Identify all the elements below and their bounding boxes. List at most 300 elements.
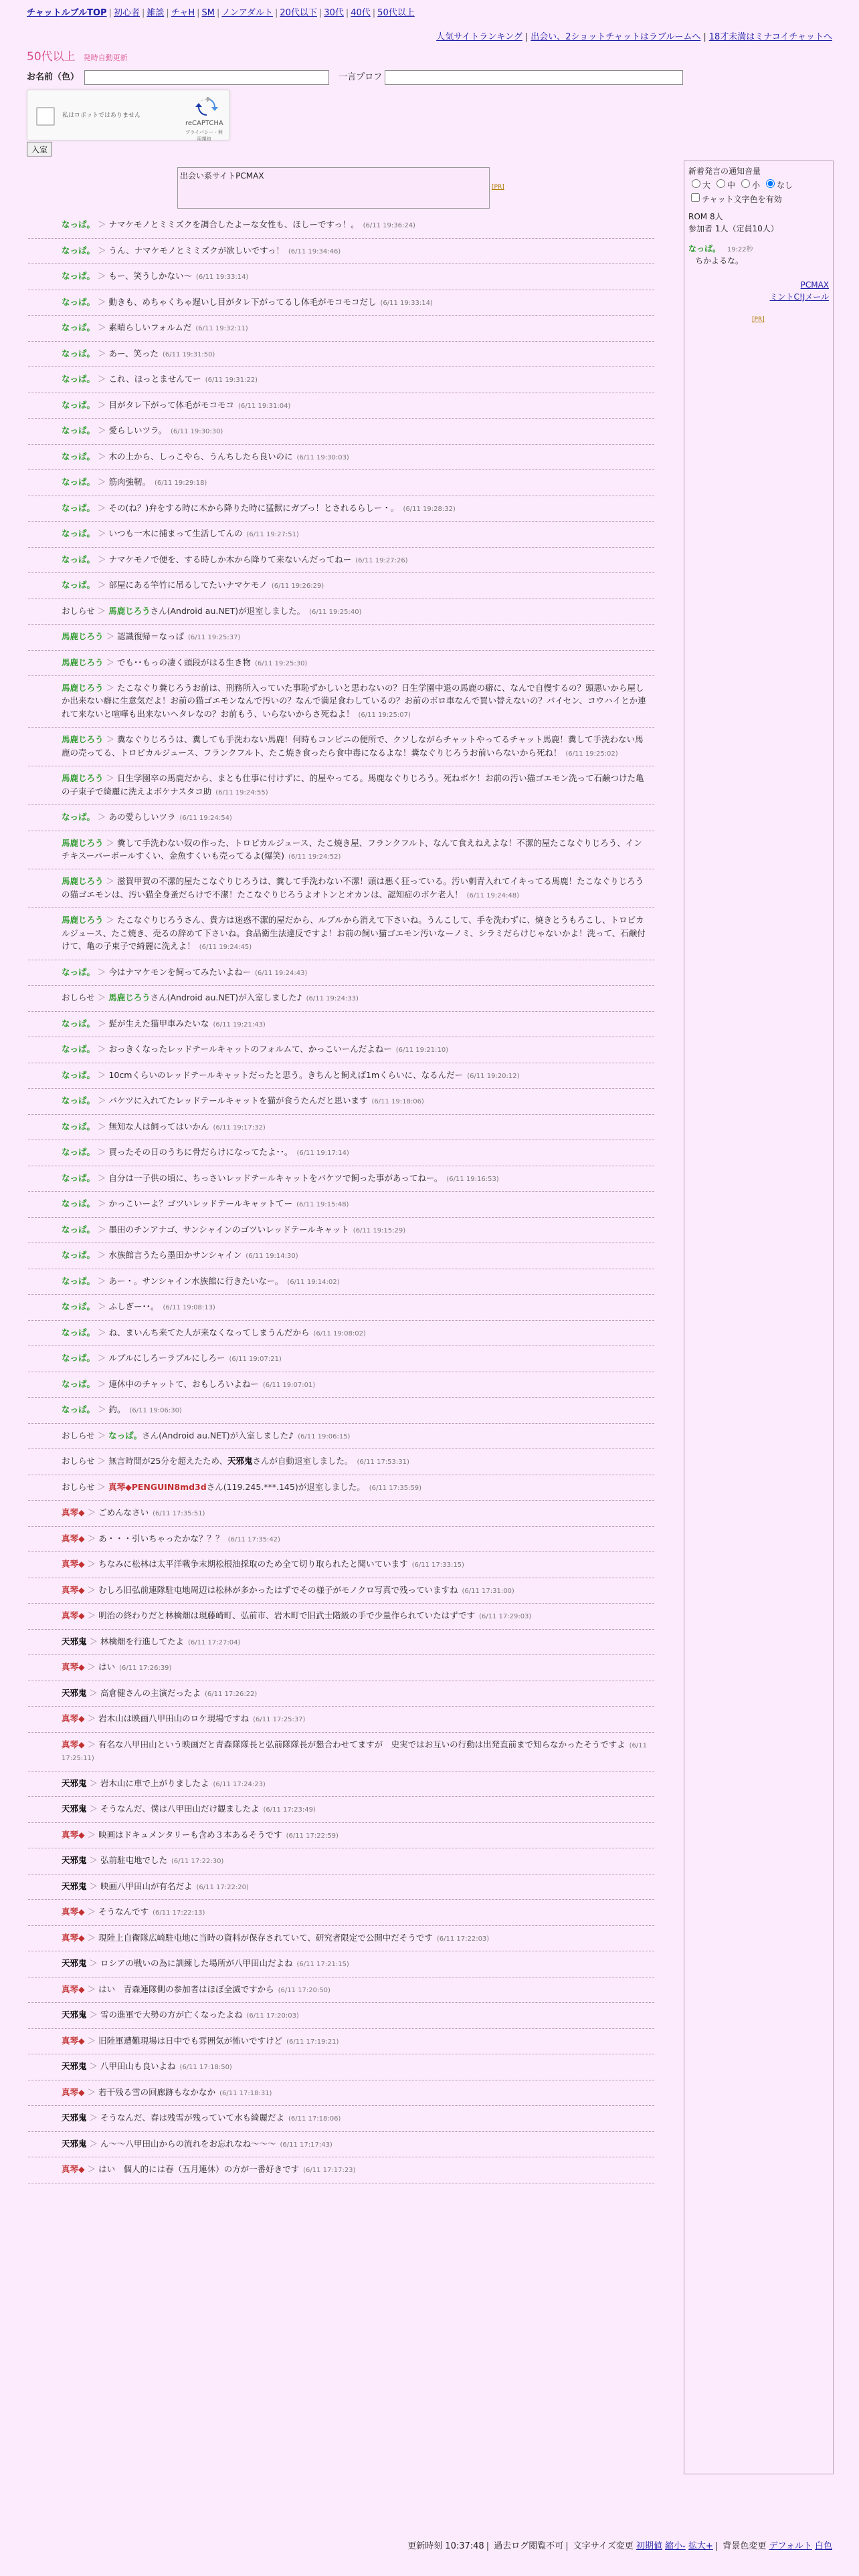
arrow-icon: ＞ bbox=[95, 966, 109, 977]
arrow-icon: ＞ bbox=[95, 1353, 109, 1363]
enter-button[interactable]: 入室 bbox=[27, 142, 52, 156]
chat-message bbox=[28, 831, 654, 870]
message-text: 目がタレ下がって体毛がモコモコ bbox=[108, 399, 234, 410]
speaker-name[interactable]: なっぱ。 bbox=[62, 1172, 96, 1183]
chat-message bbox=[28, 419, 654, 445]
speaker-name[interactable]: なっぱ。 bbox=[62, 1327, 96, 1337]
top-link-separator: | bbox=[524, 32, 529, 42]
arrow-icon: ＞ bbox=[84, 1610, 99, 1620]
volume-radio[interactable] bbox=[692, 179, 700, 188]
message-time: (6/11 19:17:32) bbox=[213, 1123, 266, 1132]
entry-form bbox=[27, 70, 683, 85]
nav-link[interactable]: SM bbox=[201, 8, 215, 18]
arrow-icon: ＞ bbox=[86, 1778, 100, 1788]
chat-message bbox=[28, 1848, 654, 1874]
arrow-icon: ＞ bbox=[84, 2035, 99, 2046]
message-time: (6/11 19:36:24) bbox=[363, 222, 415, 229]
nav-separator: | bbox=[197, 8, 200, 18]
speaker-name[interactable]: なっぱ。 bbox=[62, 1095, 96, 1105]
pr-link[interactable]: [PR] bbox=[492, 184, 504, 191]
message-text: ルブルにしろーラブルにしろー bbox=[108, 1353, 225, 1363]
speaker-name[interactable]: 馬鹿じろう bbox=[62, 734, 104, 745]
top-link[interactable]: 出会い、2ショットチャットはラブルームへ bbox=[531, 32, 701, 42]
arrow-icon: ＞ bbox=[95, 399, 109, 410]
message-text: あ・・・引いちゃったかな？？？ bbox=[98, 1533, 224, 1543]
speaker-name[interactable]: 真琴◆ bbox=[62, 1983, 85, 1994]
chat-message bbox=[28, 805, 654, 831]
speaker-name[interactable]: 馬鹿じろう bbox=[62, 876, 104, 887]
arrow-icon: ＞ bbox=[94, 605, 109, 616]
message-text: かっこいーよ？ゴツいレッドテールキャットてー bbox=[108, 1198, 293, 1208]
message-time: (6/11 17:25:37) bbox=[253, 1716, 306, 1723]
speaker-name[interactable]: 天邪鬼 bbox=[62, 1687, 87, 1698]
arrow-icon: ＞ bbox=[95, 1327, 109, 1337]
chat-message bbox=[28, 869, 654, 908]
system-notice bbox=[28, 1475, 654, 1501]
message-text: 髭が生えた猫甲車みたいな bbox=[108, 1018, 209, 1029]
recaptcha-text: 私はロボットではありません bbox=[62, 112, 141, 119]
speaker-name[interactable]: 天邪鬼 bbox=[62, 2113, 87, 2123]
notice-prefix: おしらせ bbox=[62, 1456, 95, 1466]
arrow-icon: ＞ bbox=[103, 683, 117, 693]
speaker-name[interactable]: 真琴◆ bbox=[62, 1713, 85, 1723]
message-time: (6/11 19:20:12) bbox=[467, 1072, 520, 1080]
speaker-name[interactable]: 真琴◆ bbox=[62, 1559, 85, 1569]
chat-message bbox=[28, 2080, 654, 2107]
arrow-icon: ＞ bbox=[103, 876, 117, 887]
recaptcha-terms: プライバシー - 利用規約 bbox=[185, 130, 223, 142]
volume-option[interactable] bbox=[688, 181, 710, 190]
sidebar-link-pcmax[interactable]: PCMAX bbox=[800, 280, 829, 290]
name-input[interactable] bbox=[84, 70, 329, 85]
nav-separator: | bbox=[217, 8, 220, 18]
chat-message bbox=[28, 2157, 654, 2183]
member-count: 参加者 1人（定員10人） bbox=[688, 224, 779, 233]
chat-message bbox=[28, 1655, 654, 1681]
chat-message bbox=[28, 1823, 654, 1849]
color-checkbox[interactable] bbox=[691, 193, 700, 202]
message-time: (6/11 17:22:59) bbox=[286, 1832, 339, 1840]
speaker-name[interactable]: なっぱ。 bbox=[62, 1044, 96, 1054]
message-time: (6/11 17:27:04) bbox=[187, 1638, 241, 1646]
speaker-name[interactable]: なっぱ。 bbox=[62, 348, 96, 358]
chat-message bbox=[28, 1707, 654, 1733]
message-text: 明治の終わりだと林檎畑は現藤崎町、弘前市、岩木町で旧武士階級の手で少量作られていたはずです bbox=[98, 1610, 475, 1620]
message-text: 林檎畑を行進してたよ bbox=[100, 1636, 184, 1646]
arrow-icon: ＞ bbox=[95, 1224, 109, 1235]
message-time: (6/11 17:20:03) bbox=[246, 2012, 299, 2020]
speaker-name[interactable]: 真琴◆ bbox=[62, 2086, 85, 2097]
message-time: (6/11 17:23:49) bbox=[263, 1806, 316, 1814]
arrow-icon: ＞ bbox=[95, 374, 109, 384]
message-time: (6/11 19:14:30) bbox=[246, 1253, 298, 1260]
speaker-name[interactable]: 天邪鬼 bbox=[62, 1636, 87, 1646]
nav-separator: | bbox=[141, 8, 145, 18]
message-time: (6/11 19:25:37) bbox=[187, 634, 241, 641]
arrow-icon: ＞ bbox=[84, 1584, 99, 1595]
speaker-name[interactable]: なっぱ。 bbox=[62, 1404, 96, 1414]
message-time: (6/11 17:17:43) bbox=[280, 2141, 332, 2149]
profile-label: 一言プロフ bbox=[339, 72, 383, 82]
nav-link[interactable]: 初心者 bbox=[113, 8, 140, 18]
message-time: (6/11 19:15:48) bbox=[296, 1201, 349, 1208]
speaker-name[interactable]: 真琴◆ bbox=[62, 1610, 85, 1620]
message-text: 滋賀甲賀の不潔的屋たこなぐりじろうは、糞して手洗わない不潔！頭は悪く狂っている。汚い刺青入れてイキってる馬鹿！たこなぐりじろうの猫ゴエモンは、汚い猫全身蚤だらけで不潔！たこなぐりじろうよオトンとオカンは、認知症のボケ老人！ bbox=[62, 876, 644, 899]
arrow-icon: ＞ bbox=[95, 451, 109, 461]
speaker-name[interactable]: 真琴◆ bbox=[62, 1662, 85, 1672]
chat-message bbox=[28, 1772, 654, 1798]
volume-option[interactable] bbox=[713, 181, 735, 190]
message-text: そうなんだ、春は残雪が残っていて水も綺麗だよ bbox=[100, 2113, 284, 2123]
arrow-icon: ＞ bbox=[94, 1430, 109, 1440]
speaker-name[interactable]: 真琴◆ bbox=[62, 2035, 85, 2046]
message-time: (6/11 17:33:15) bbox=[411, 1562, 464, 1569]
font-size-larger-link[interactable]: 拡大+ bbox=[688, 2541, 713, 2551]
profile-input[interactable] bbox=[385, 70, 683, 85]
message-time: (6/11 17:25:11) bbox=[62, 1741, 647, 1762]
nav-separator: | bbox=[274, 8, 278, 18]
speaker-name: 馬鹿じろう bbox=[108, 992, 151, 1002]
message-text: これ、ほっとませんてー bbox=[108, 374, 201, 384]
speaker-name[interactable]: なっぱ。 bbox=[62, 399, 96, 410]
arrow-icon: ＞ bbox=[86, 1855, 100, 1865]
nav-link[interactable]: 雑談 bbox=[147, 8, 165, 18]
arrow-icon: ＞ bbox=[95, 812, 109, 822]
message-time: (6/11 19:26:29) bbox=[271, 582, 324, 590]
chat-message bbox=[28, 573, 654, 599]
message-time: (6/11 19:14:02) bbox=[287, 1278, 340, 1286]
message-time: (6/11 19:06:30) bbox=[129, 1407, 182, 1414]
nav-separator: | bbox=[166, 8, 169, 18]
chat-message bbox=[28, 1501, 654, 1527]
bg-default-link[interactable]: デフォルト bbox=[769, 2541, 812, 2551]
message-text: 日生学園卒の馬鹿だから、まとも仕事に付けずに、的屋やってる。馬鹿なぐりじろう。死ねボケ！お前の汚い猫ゴエモン洗って石鹸つけた亀の子束子で綺麗に洗えよボケナスタコ助 bbox=[62, 773, 644, 796]
arrow-icon: ＞ bbox=[84, 1533, 99, 1543]
chat-message bbox=[28, 496, 654, 522]
message-time: (6/11 17:53:31) bbox=[357, 1459, 409, 1466]
top-link[interactable]: 18才未満はミナコイチャットへ bbox=[708, 32, 832, 42]
volume-option[interactable] bbox=[738, 181, 760, 190]
speaker-name[interactable]: なっぱ。 bbox=[62, 528, 96, 538]
speaker-name[interactable]: 天邪鬼 bbox=[62, 1804, 87, 1814]
speaker-name[interactable]: なっぱ。 bbox=[62, 296, 96, 307]
message-time: (6/11 19:31:04) bbox=[237, 402, 291, 410]
arrow-icon: ＞ bbox=[95, 1095, 109, 1105]
message-text: ん〜〜八甲田山からの流れをお忘れなね〜〜〜 bbox=[100, 2138, 276, 2149]
chat-message bbox=[28, 1346, 654, 1372]
chat-message bbox=[28, 2054, 654, 2080]
message-time: (6/11 17:17:23) bbox=[303, 2167, 356, 2174]
speaker-name[interactable]: 馬鹿じろう bbox=[62, 683, 104, 693]
chat-message bbox=[28, 1874, 654, 1901]
speaker-name[interactable]: なっぱ。 bbox=[62, 271, 96, 281]
room-title bbox=[27, 47, 128, 64]
speaker-name[interactable]: 天邪鬼 bbox=[62, 2138, 87, 2149]
message-time: (6/11 19:31:50) bbox=[162, 350, 215, 358]
nav-link[interactable]: 50代以上 bbox=[377, 8, 415, 18]
arrow-icon: ＞ bbox=[95, 322, 109, 332]
message-text: たこなぐりじろうさん、貴方は迷惑不潔的屋だから、ルブルから消えて下さいね。うんこして、手を洗わずに、焼きとうもろこし、トロピカルジュース、たこ焼き、売るの辞めて下さいね。食品衛生法違反ですよ！お前の飼い猫ゴエモン汚いなーノミ、シラミだらけじゃないかよ！洗って、石鹸付けて、亀の子束子で綺麗に洗えよ！ bbox=[62, 915, 646, 951]
speaker-name[interactable]: なっぱ。 bbox=[62, 1250, 96, 1260]
chat-message bbox=[28, 908, 654, 960]
message-time: (6/11 17:26:22) bbox=[204, 1690, 258, 1698]
speaker-name[interactable]: 馬鹿じろう bbox=[62, 837, 104, 848]
chat-message bbox=[28, 1926, 654, 1952]
recaptcha-checkbox[interactable] bbox=[36, 107, 55, 126]
speaker-name[interactable]: 真琴◆ bbox=[62, 1739, 85, 1749]
message-time: (6/11 17:35:59) bbox=[369, 1484, 422, 1492]
nav-link[interactable]: ノンアダルト bbox=[221, 8, 273, 18]
speaker-name[interactable]: なっぱ。 bbox=[62, 1275, 96, 1286]
message-text: もー、笑うしかない～ bbox=[108, 271, 192, 281]
nav-link[interactable]: 40代 bbox=[351, 8, 371, 18]
arrow-icon: ＞ bbox=[95, 348, 109, 358]
arrow-icon: ＞ bbox=[84, 1507, 99, 1517]
arrow-icon: ＞ bbox=[84, 1983, 99, 1994]
nav-separator: | bbox=[372, 8, 376, 18]
message-time: (6/11 19:27:26) bbox=[355, 556, 408, 564]
message-text: 今はナマケモンを飼ってみたいよねー bbox=[108, 966, 251, 977]
message-time: (6/11 19:24:45) bbox=[199, 944, 252, 951]
speaker-name[interactable]: なっぱ。 bbox=[62, 1353, 96, 1363]
speaker-name[interactable]: なっぱ。 bbox=[62, 1121, 96, 1132]
message-time: (6/11 19:24:52) bbox=[288, 853, 341, 861]
volume-option[interactable] bbox=[763, 181, 793, 190]
nav-link[interactable]: チャットルブルTOP bbox=[27, 8, 107, 18]
top-link[interactable]: 人気サイトランキング bbox=[436, 32, 522, 42]
speaker-name[interactable]: なっぱ。 bbox=[62, 1018, 96, 1029]
arrow-icon: ＞ bbox=[95, 245, 109, 255]
speaker-name: 天邪鬼 bbox=[227, 1456, 253, 1466]
speaker-name[interactable]: なっぱ。 bbox=[62, 1069, 96, 1080]
arrow-icon: ＞ bbox=[86, 1881, 100, 1891]
notice-text: さん(Android au.NET)が入室しました♪ bbox=[142, 1430, 294, 1440]
message-text: 弘前駐屯地でした bbox=[100, 1855, 167, 1865]
chat-message bbox=[28, 393, 654, 419]
arrow-icon: ＞ bbox=[95, 1121, 109, 1132]
chat-message bbox=[28, 213, 654, 239]
speaker-name[interactable]: 真琴◆ bbox=[62, 1829, 85, 1840]
message-time: (6/11 17:24:23) bbox=[213, 1780, 266, 1788]
speaker-name[interactable]: 天邪鬼 bbox=[62, 1958, 87, 1968]
notice-prefix: おしらせ bbox=[62, 992, 95, 1002]
top-links bbox=[436, 29, 832, 42]
speaker-name[interactable]: なっぱ。 bbox=[62, 1378, 96, 1389]
speaker-name[interactable]: なっぱ。 bbox=[62, 219, 96, 229]
chat-message bbox=[28, 1166, 654, 1192]
message-text: たこなぐり糞じろうお前は、刑務所入っていた事恥ずかしいと思わないの？日生学園中退の馬鹿の癖に、なんで自慢するの？頭悪いから屋しか出来ない癖に生意気だよ！お前の猫ゴエモンなんで汚いの？なんで満足食わしているの？お前のボロ車なんで買い替えないの？バイセン、コウハイとか連れて来ないと喧嘩も出来ないヘタレなの？お前もう、いらないからさ死ねよ！ bbox=[62, 683, 646, 719]
footer: 更新時刻 10:37:48 | 過去ログ閲覧不可 | 文字サイズ変更 初期値 縮小- 拡大+ | 背景色変更 デフォルト 白色 bbox=[407, 2541, 832, 2551]
arrow-icon: ＞ bbox=[95, 1018, 109, 1029]
nav-separator: | bbox=[345, 8, 349, 18]
message-time: (6/11 19:07:01) bbox=[262, 1381, 316, 1389]
message-text: 水族館言うたら墨田かサンシャイン bbox=[108, 1250, 242, 1260]
message-text: 映画はドキュメンタリーも含め３本あるそうです bbox=[98, 1829, 282, 1840]
message-text: 動きも、めちゃくちゃ遅いし目がタレ下がってるし体毛がモコモコだし bbox=[108, 296, 377, 307]
message-text: 高倉健さんの主演だったよ bbox=[100, 1687, 201, 1698]
message-time: (6/11 17:22:03) bbox=[436, 1935, 490, 1943]
chat-message bbox=[28, 1733, 654, 1772]
message-time: (6/11 17:29:03) bbox=[478, 1613, 532, 1620]
message-time: (6/11 17:31:00) bbox=[462, 1587, 514, 1595]
message-time: (6/11 17:35:42) bbox=[227, 1535, 280, 1543]
message-text: 有名な八甲田山という映画だと青森隊隊長と弘前隊隊長が懇合わせてますが 史実ではお互いの行動は出発直前まで知らなかったそうですよ bbox=[98, 1739, 626, 1749]
speaker-name[interactable]: 真琴◆ bbox=[62, 1932, 85, 1943]
message-text: 岩木山に車で上がりましたよ bbox=[100, 1778, 209, 1788]
message-text: 10cmくらいのレッドテールキャットだったと思う。きちんと飼えば1mくらいに、なるんだー bbox=[108, 1069, 464, 1080]
arrow-icon: ＞ bbox=[95, 425, 109, 435]
speaker-name[interactable]: 真琴◆ bbox=[62, 1507, 85, 1517]
auto-refresh-note: 発時自動更新 bbox=[83, 53, 128, 62]
system-notice bbox=[28, 986, 654, 1012]
speaker-name[interactable]: 馬鹿じろう bbox=[62, 657, 104, 667]
arrow-icon: ＞ bbox=[86, 2010, 100, 2020]
speaker-name[interactable]: なっぱ。 bbox=[62, 502, 96, 513]
nav-separator: | bbox=[318, 8, 322, 18]
message-text: 旧陸軍遭難現場は日中でも雰囲気が怖いですけど bbox=[98, 2035, 283, 2046]
message-text: むしろ旧弘前連隊駐屯地周辺は松林が多かったはずでその様子がモノクロ写真で残っていますね bbox=[98, 1584, 458, 1595]
message-text: 墨田のチンアナゴ、サンシャインのゴツいレッドテールキャット bbox=[108, 1224, 349, 1235]
font-size-default-link[interactable]: 初期値 bbox=[636, 2541, 662, 2551]
speaker-name[interactable]: 馬鹿じろう bbox=[62, 915, 104, 926]
message-time: (6/11 17:35:51) bbox=[153, 1510, 205, 1517]
speaker-name[interactable]: 天邪鬼 bbox=[62, 1778, 87, 1788]
speaker-name[interactable]: 真琴◆ bbox=[62, 2164, 85, 2174]
message-text: ごめんなさい bbox=[98, 1507, 149, 1517]
arrow-icon: ＞ bbox=[103, 915, 117, 926]
notice-text: さん(Android au.NET)が入室しました♪ bbox=[150, 992, 302, 1002]
top-link-separator: | bbox=[703, 32, 706, 42]
message-text: 素晴らしいフォルムだ bbox=[108, 322, 192, 332]
arrow-icon: ＞ bbox=[103, 773, 117, 784]
message-text: 無知な人は飼ってはいかん bbox=[108, 1121, 209, 1132]
font-size-label: 文字サイズ変更 bbox=[573, 2541, 634, 2551]
recaptcha-widget bbox=[27, 90, 230, 140]
message-time: (6/11 19:21:10) bbox=[395, 1047, 449, 1054]
message-text: あー・。サンシャイン水族館に行きたいなー。 bbox=[108, 1275, 284, 1286]
arrow-icon: ＞ bbox=[103, 657, 117, 667]
font-size-smaller-link[interactable]: 縮小- bbox=[665, 2541, 686, 2551]
speaker-name[interactable]: なっぱ。 bbox=[62, 451, 96, 461]
chat-message bbox=[28, 2132, 654, 2158]
speaker-name[interactable]: なっぱ。 bbox=[62, 1224, 96, 1235]
chat-message bbox=[28, 548, 654, 574]
speaker-name[interactable]: なっぱ。 bbox=[62, 554, 96, 564]
speaker-name[interactable]: 天邪鬼 bbox=[62, 1881, 87, 1891]
speaker-name[interactable]: 真琴◆ bbox=[62, 1907, 85, 1917]
sound-setting-title: 新着発言の通知音量 bbox=[688, 167, 761, 176]
member-name[interactable]: なっぱ。 bbox=[688, 244, 721, 253]
speaker-name[interactable]: なっぱ。 bbox=[62, 477, 96, 487]
arrow-icon: ＞ bbox=[94, 1456, 109, 1466]
pcmax-banner[interactable] bbox=[177, 167, 490, 209]
nav-link[interactable]: 30代 bbox=[324, 8, 344, 18]
message-time: (6/11 19:34:46) bbox=[288, 247, 341, 255]
message-text: うん、ナマケモノとミミズクが欲しいですっ！ bbox=[108, 245, 284, 255]
arrow-icon: ＞ bbox=[95, 271, 109, 281]
speaker-name: なっぱ。 bbox=[108, 1430, 142, 1440]
member-entry bbox=[688, 243, 829, 267]
arrow-icon: ＞ bbox=[95, 1378, 109, 1389]
chat-message bbox=[28, 1063, 654, 1089]
message-time: (6/11 19:25:40) bbox=[309, 608, 362, 616]
speaker-name[interactable]: なっぱ。 bbox=[62, 374, 96, 384]
message-time: (6/11 17:26:39) bbox=[119, 1665, 172, 1672]
message-text: はい bbox=[98, 1662, 116, 1672]
chat-message bbox=[28, 1295, 654, 1321]
sidebar-pr-link[interactable]: [PR] bbox=[752, 316, 765, 323]
speaker-name[interactable]: なっぱ。 bbox=[62, 425, 96, 435]
message-time: (6/11 17:22:20) bbox=[196, 1883, 249, 1891]
speaker-name[interactable]: 馬鹿じろう bbox=[62, 773, 104, 784]
chat-message bbox=[28, 2003, 654, 2029]
message-text: そうなんです bbox=[98, 1907, 149, 1917]
volume-radio[interactable] bbox=[766, 179, 775, 188]
message-text: 雪の進軍で大勢の方が亡くなったよね bbox=[100, 2010, 243, 2020]
arrow-icon: ＞ bbox=[86, 2138, 100, 2149]
chat-message bbox=[28, 470, 654, 496]
speaker-name[interactable]: なっぱ。 bbox=[62, 580, 96, 590]
message-time: (6/11 17:18:31) bbox=[219, 2089, 272, 2097]
message-time: (6/11 19:24:43) bbox=[254, 969, 308, 977]
speaker-name[interactable]: 真琴◆ bbox=[62, 1533, 85, 1543]
speaker-name[interactable]: なっぱ。 bbox=[62, 322, 96, 332]
speaker-name[interactable]: なっぱ。 bbox=[62, 245, 96, 255]
speaker-name[interactable]: なっぱ。 bbox=[62, 966, 96, 977]
speaker-name[interactable]: 天邪鬼 bbox=[62, 2061, 87, 2071]
nav-link[interactable]: チャH bbox=[171, 8, 195, 18]
recaptcha-logo-icon bbox=[193, 97, 220, 117]
message-time: (6/11 19:24:55) bbox=[215, 788, 268, 796]
nav-link[interactable]: 20代以下 bbox=[280, 8, 317, 18]
speaker-name: 真琴◆PENGUIN8md3d bbox=[108, 1481, 207, 1492]
speaker-name[interactable]: 天邪鬼 bbox=[62, 2010, 87, 2020]
arrow-icon: ＞ bbox=[95, 1198, 109, 1208]
message-text: でも･･もっの凄く頭段がはる生き物 bbox=[116, 657, 251, 667]
volume-radio[interactable] bbox=[741, 179, 750, 188]
color-checkbox-label[interactable] bbox=[688, 195, 782, 204]
speaker-name[interactable]: 馬鹿じろう bbox=[62, 631, 104, 641]
speaker-name[interactable]: 天邪鬼 bbox=[62, 1855, 87, 1865]
volume-option-label: 小 bbox=[752, 181, 761, 190]
sidebar-link-mintc[interactable]: ミントC!Jメール bbox=[769, 292, 829, 302]
chat-message bbox=[28, 1115, 654, 1141]
chat-message bbox=[28, 367, 654, 393]
message-time: (6/11 19:31:22) bbox=[205, 377, 258, 384]
speaker-name[interactable]: なっぱ。 bbox=[62, 812, 96, 822]
chat-message bbox=[28, 1951, 654, 1977]
top-navigation bbox=[27, 5, 415, 18]
chat-message bbox=[28, 342, 654, 368]
message-text: 部屋にある竿竹に吊るしてたいナマケモノ bbox=[108, 580, 268, 590]
message-time: (6/11 17:19:21) bbox=[286, 2038, 339, 2046]
arrow-icon: ＞ bbox=[95, 502, 109, 513]
speaker-name[interactable]: なっぱ。 bbox=[62, 1198, 96, 1208]
speaker-name[interactable]: 真琴◆ bbox=[62, 1584, 85, 1595]
chat-message bbox=[28, 1269, 654, 1295]
arrow-icon: ＞ bbox=[84, 1932, 99, 1943]
volume-radio[interactable] bbox=[717, 179, 725, 188]
chat-message bbox=[28, 1977, 654, 2004]
bg-white-link[interactable]: 白色 bbox=[814, 2541, 832, 2551]
speaker-name[interactable]: なっぱ。 bbox=[62, 1301, 96, 1311]
message-time: (6/11 19:29:18) bbox=[154, 479, 207, 487]
rom-count: ROM 8人 bbox=[688, 212, 723, 221]
speaker-name[interactable]: なっぱ。 bbox=[62, 1147, 96, 1157]
message-time: (6/11 19:27:51) bbox=[246, 531, 299, 538]
system-notice bbox=[28, 599, 654, 625]
arrow-icon: ＞ bbox=[86, 1958, 100, 1968]
